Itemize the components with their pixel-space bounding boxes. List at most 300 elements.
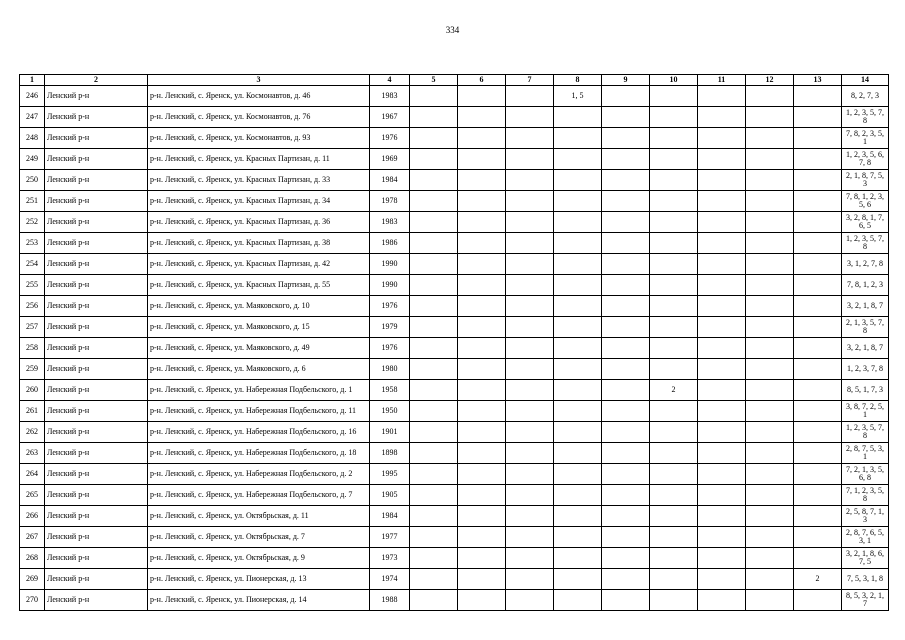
table-cell-col-8 xyxy=(554,128,602,149)
table-cell-col-13 xyxy=(794,170,842,191)
table-cell-col-6 xyxy=(458,170,506,191)
table-cell-col-13 xyxy=(794,359,842,380)
table-cell-col-7 xyxy=(506,485,554,506)
table-cell-col-14: 2, 1, 8, 7, 5, 3 xyxy=(842,170,889,191)
table-cell-col-6 xyxy=(458,359,506,380)
column-header-13: 13 xyxy=(794,75,842,86)
table-cell-col-11 xyxy=(698,254,746,275)
table-cell-col-2: Ленский р-н xyxy=(45,254,148,275)
table-cell-col-12 xyxy=(746,422,794,443)
table-row xyxy=(20,254,889,275)
table-cell-col-6 xyxy=(458,527,506,548)
table-cell-col-4: 1976 xyxy=(370,338,410,359)
table-cell-col-10 xyxy=(650,212,698,233)
table-cell-col-6 xyxy=(458,506,506,527)
table-cell-col-8 xyxy=(554,107,602,128)
table-cell-col-10 xyxy=(650,275,698,296)
table-cell-col-7 xyxy=(506,191,554,212)
table-cell-col-1: 264 xyxy=(20,464,45,485)
column-header-4: 4 xyxy=(370,75,410,86)
table-cell-col-4: 1979 xyxy=(370,317,410,338)
table-cell-col-7 xyxy=(506,422,554,443)
table-cell-col-4: 1905 xyxy=(370,485,410,506)
table-cell-col-13 xyxy=(794,506,842,527)
table-cell-col-6 xyxy=(458,107,506,128)
table-cell-col-14: 2, 5, 8, 7, 1, 3 xyxy=(842,506,889,527)
table-cell-col-9 xyxy=(602,275,650,296)
table-cell-col-14: 3, 2, 1, 8, 6, 7, 5 xyxy=(842,548,889,569)
table-cell-col-10 xyxy=(650,128,698,149)
table-cell-col-13 xyxy=(794,422,842,443)
table-cell-col-11 xyxy=(698,401,746,422)
table-cell-col-5 xyxy=(410,380,458,401)
table-cell-col-6 xyxy=(458,548,506,569)
table-cell-col-9 xyxy=(602,170,650,191)
table-cell-col-4: 1973 xyxy=(370,548,410,569)
table-cell-col-11 xyxy=(698,86,746,107)
table-cell-col-1: 251 xyxy=(20,191,45,212)
table-cell-col-9 xyxy=(602,86,650,107)
table-cell-col-13 xyxy=(794,191,842,212)
table-cell-col-11 xyxy=(698,569,746,590)
table-cell-col-12 xyxy=(746,548,794,569)
table-cell-col-9 xyxy=(602,590,650,611)
table-cell-col-14: 7, 1, 2, 3, 5, 8 xyxy=(842,485,889,506)
table-cell-col-10 xyxy=(650,296,698,317)
table-cell-col-9 xyxy=(602,254,650,275)
table-cell-col-6 xyxy=(458,422,506,443)
table-cell-col-5 xyxy=(410,590,458,611)
table-cell-col-7 xyxy=(506,212,554,233)
table-cell-col-5 xyxy=(410,506,458,527)
table-cell-col-11 xyxy=(698,359,746,380)
table-cell-col-3: р-н. Ленский, с. Яренск, ул. Набережная Подбельского, д. 7 xyxy=(148,485,370,506)
table-cell-col-8 xyxy=(554,359,602,380)
table-cell-col-13 xyxy=(794,254,842,275)
table-cell-col-14: 1, 2, 3, 5, 7, 8 xyxy=(842,107,889,128)
table-cell-col-2: Ленский р-н xyxy=(45,128,148,149)
table-cell-col-1: 249 xyxy=(20,149,45,170)
table-cell-col-8 xyxy=(554,464,602,485)
table-cell-col-7 xyxy=(506,359,554,380)
table-cell-col-2: Ленский р-н xyxy=(45,506,148,527)
table-row xyxy=(20,380,889,401)
table-row xyxy=(20,359,889,380)
table-cell-col-10 xyxy=(650,86,698,107)
column-header-8: 8 xyxy=(554,75,602,86)
table-row xyxy=(20,464,889,485)
table-cell-col-5 xyxy=(410,401,458,422)
table-cell-col-12 xyxy=(746,317,794,338)
table-cell-col-12 xyxy=(746,212,794,233)
table-cell-col-12 xyxy=(746,506,794,527)
table-cell-col-2: Ленский р-н xyxy=(45,464,148,485)
table-cell-col-14: 3, 2, 1, 8, 7 xyxy=(842,338,889,359)
table-cell-col-5 xyxy=(410,527,458,548)
table-cell-col-11 xyxy=(698,590,746,611)
table-cell-col-1: 257 xyxy=(20,317,45,338)
table-cell-col-14: 2, 8, 7, 6, 5, 3, 1 xyxy=(842,527,889,548)
table-cell-col-2: Ленский р-н xyxy=(45,233,148,254)
table-cell-col-1: 256 xyxy=(20,296,45,317)
table-cell-col-3: р-н. Ленский, с. Яренск, ул. Космонавтов, д. 93 xyxy=(148,128,370,149)
table-cell-col-9 xyxy=(602,359,650,380)
table-cell-col-3: р-н. Ленский, с. Яренск, ул. Набережная Подбельского, д. 16 xyxy=(148,422,370,443)
table-cell-col-2: Ленский р-н xyxy=(45,317,148,338)
table-cell-col-14: 7, 8, 1, 2, 3, 5, 6 xyxy=(842,191,889,212)
table-cell-col-6 xyxy=(458,569,506,590)
table-cell-col-9 xyxy=(602,569,650,590)
table-cell-col-6 xyxy=(458,380,506,401)
table-cell-col-4: 1976 xyxy=(370,128,410,149)
table-row xyxy=(20,296,889,317)
column-header-9: 9 xyxy=(602,75,650,86)
table-cell-col-8 xyxy=(554,254,602,275)
table-cell-col-11 xyxy=(698,317,746,338)
table-cell-col-9 xyxy=(602,191,650,212)
table-cell-col-13 xyxy=(794,296,842,317)
table-cell-col-11 xyxy=(698,296,746,317)
table-row xyxy=(20,485,889,506)
table-cell-col-9 xyxy=(602,212,650,233)
table-cell-col-5 xyxy=(410,107,458,128)
table-cell-col-8 xyxy=(554,149,602,170)
table-row xyxy=(20,401,889,422)
column-header-6: 6 xyxy=(458,75,506,86)
table-cell-col-8 xyxy=(554,317,602,338)
table-cell-col-14: 3, 8, 7, 2, 5, 1 xyxy=(842,401,889,422)
table-cell-col-3: р-н. Ленский, с. Яренск, ул. Космонавтов, д. 46 xyxy=(148,86,370,107)
table-cell-col-9 xyxy=(602,527,650,548)
table-cell-col-4: 1995 xyxy=(370,464,410,485)
table-cell-col-12 xyxy=(746,191,794,212)
table-cell-col-2: Ленский р-н xyxy=(45,191,148,212)
table-cell-col-14: 3, 1, 2, 7, 8 xyxy=(842,254,889,275)
table-cell-col-13 xyxy=(794,86,842,107)
table-cell-col-10 xyxy=(650,233,698,254)
table-cell-col-12 xyxy=(746,170,794,191)
table-cell-col-5 xyxy=(410,233,458,254)
table-cell-col-10 xyxy=(650,149,698,170)
table-cell-col-9 xyxy=(602,464,650,485)
table-cell-col-8 xyxy=(554,191,602,212)
table-cell-col-10 xyxy=(650,527,698,548)
table-cell-col-13 xyxy=(794,485,842,506)
table-cell-col-4: 1974 xyxy=(370,569,410,590)
table-cell-col-3: р-н. Ленский, с. Яренск, ул. Маяковского, д. 6 xyxy=(148,359,370,380)
table-cell-col-10 xyxy=(650,317,698,338)
table-cell-col-4: 1980 xyxy=(370,359,410,380)
table-cell-col-4: 1976 xyxy=(370,296,410,317)
table-cell-col-3: р-н. Ленский, с. Яренск, ул. Красных Партизан, д. 11 xyxy=(148,149,370,170)
table-cell-col-6 xyxy=(458,401,506,422)
table-cell-col-11 xyxy=(698,149,746,170)
table-cell-col-2: Ленский р-н xyxy=(45,338,148,359)
table-cell-col-6 xyxy=(458,149,506,170)
table-cell-col-5 xyxy=(410,485,458,506)
table-cell-col-4: 1984 xyxy=(370,170,410,191)
table-cell-col-6 xyxy=(458,212,506,233)
table-cell-col-12 xyxy=(746,296,794,317)
table-cell-col-4: 1950 xyxy=(370,401,410,422)
table-cell-col-9 xyxy=(602,548,650,569)
table-cell-col-8 xyxy=(554,275,602,296)
table-cell-col-6 xyxy=(458,296,506,317)
table-cell-col-7 xyxy=(506,107,554,128)
table-cell-col-6 xyxy=(458,317,506,338)
table-cell-col-8 xyxy=(554,296,602,317)
table-cell-col-14: 8, 5, 1, 7, 3 xyxy=(842,380,889,401)
table-cell-col-1: 269 xyxy=(20,569,45,590)
housing-table xyxy=(19,74,889,611)
table-cell-col-7 xyxy=(506,128,554,149)
table-cell-col-4: 1958 xyxy=(370,380,410,401)
table-cell-col-10: 2 xyxy=(650,380,698,401)
table-cell-col-11 xyxy=(698,422,746,443)
table-cell-col-11 xyxy=(698,443,746,464)
table-cell-col-12 xyxy=(746,275,794,296)
table-cell-col-7 xyxy=(506,506,554,527)
table-cell-col-12 xyxy=(746,527,794,548)
table-row xyxy=(20,107,889,128)
table-cell-col-1: 266 xyxy=(20,506,45,527)
table-cell-col-8: 1, 5 xyxy=(554,86,602,107)
table-cell-col-2: Ленский р-н xyxy=(45,569,148,590)
table-row xyxy=(20,590,889,611)
page-number: 334 xyxy=(445,25,460,35)
table-cell-col-12 xyxy=(746,359,794,380)
table-cell-col-13 xyxy=(794,338,842,359)
table-cell-col-7 xyxy=(506,275,554,296)
table-row xyxy=(20,317,889,338)
table-cell-col-9 xyxy=(602,422,650,443)
table-cell-col-14: 1, 2, 3, 5, 7, 8 xyxy=(842,422,889,443)
table-cell-col-12 xyxy=(746,233,794,254)
table-cell-col-9 xyxy=(602,338,650,359)
table-cell-col-4: 1969 xyxy=(370,149,410,170)
table-cell-col-12 xyxy=(746,485,794,506)
table-row xyxy=(20,191,889,212)
table-cell-col-5 xyxy=(410,569,458,590)
table-cell-col-12 xyxy=(746,107,794,128)
table-cell-col-3: р-н. Ленский, с. Яренск, ул. Октябрьская, д. 7 xyxy=(148,527,370,548)
table-cell-col-13: 2 xyxy=(794,569,842,590)
table-cell-col-6 xyxy=(458,128,506,149)
table-cell-col-11 xyxy=(698,548,746,569)
table-cell-col-4: 1983 xyxy=(370,212,410,233)
table-cell-col-8 xyxy=(554,548,602,569)
table-cell-col-8 xyxy=(554,485,602,506)
table-cell-col-3: р-н. Ленский, с. Яренск, ул. Пионерская, д. 14 xyxy=(148,590,370,611)
table-cell-col-10 xyxy=(650,464,698,485)
table-cell-col-13 xyxy=(794,443,842,464)
table-cell-col-9 xyxy=(602,317,650,338)
table-cell-col-10 xyxy=(650,170,698,191)
table-cell-col-1: 250 xyxy=(20,170,45,191)
table-cell-col-6 xyxy=(458,191,506,212)
table-cell-col-13 xyxy=(794,275,842,296)
table-cell-col-5 xyxy=(410,317,458,338)
table-cell-col-12 xyxy=(746,86,794,107)
table-cell-col-14: 7, 8, 2, 3, 5, 1 xyxy=(842,128,889,149)
table-cell-col-11 xyxy=(698,128,746,149)
table-cell-col-9 xyxy=(602,401,650,422)
table-cell-col-12 xyxy=(746,443,794,464)
table-cell-col-9 xyxy=(602,443,650,464)
table-cell-col-1: 254 xyxy=(20,254,45,275)
table-cell-col-11 xyxy=(698,506,746,527)
table-cell-col-7 xyxy=(506,401,554,422)
table-cell-col-9 xyxy=(602,107,650,128)
table-cell-col-7 xyxy=(506,569,554,590)
table-cell-col-2: Ленский р-н xyxy=(45,590,148,611)
table-cell-col-14: 7, 8, 1, 2, 3 xyxy=(842,275,889,296)
table-cell-col-11 xyxy=(698,191,746,212)
table-cell-col-1: 252 xyxy=(20,212,45,233)
table-cell-col-3: р-н. Ленский, с. Яренск, ул. Красных Партизан, д. 55 xyxy=(148,275,370,296)
column-header-7: 7 xyxy=(506,75,554,86)
table-cell-col-13 xyxy=(794,590,842,611)
table-row xyxy=(20,569,889,590)
table-row xyxy=(20,212,889,233)
table-cell-col-5 xyxy=(410,170,458,191)
table-cell-col-10 xyxy=(650,338,698,359)
table-cell-col-3: р-н. Ленский, с. Яренск, ул. Красных Партизан, д. 33 xyxy=(148,170,370,191)
table-cell-col-7 xyxy=(506,443,554,464)
table-cell-col-2: Ленский р-н xyxy=(45,401,148,422)
table-row xyxy=(20,527,889,548)
table-cell-col-1: 260 xyxy=(20,380,45,401)
table-cell-col-10 xyxy=(650,590,698,611)
table-cell-col-3: р-н. Ленский, с. Яренск, ул. Маяковского, д. 15 xyxy=(148,317,370,338)
table-cell-col-14: 7, 5, 3, 1, 8 xyxy=(842,569,889,590)
table-cell-col-5 xyxy=(410,275,458,296)
table-cell-col-1: 258 xyxy=(20,338,45,359)
table-cell-col-13 xyxy=(794,233,842,254)
column-header-10: 10 xyxy=(650,75,698,86)
table-cell-col-5 xyxy=(410,464,458,485)
table-cell-col-9 xyxy=(602,485,650,506)
table-cell-col-3: р-н. Ленский, с. Яренск, ул. Маяковского, д. 49 xyxy=(148,338,370,359)
table-row xyxy=(20,338,889,359)
table-cell-col-12 xyxy=(746,590,794,611)
table-cell-col-13 xyxy=(794,464,842,485)
table-row xyxy=(20,443,889,464)
table-cell-col-3: р-н. Ленский, с. Яренск, ул. Красных Партизан, д. 38 xyxy=(148,233,370,254)
table-cell-col-6 xyxy=(458,443,506,464)
table-cell-col-10 xyxy=(650,569,698,590)
table-cell-col-4: 1986 xyxy=(370,233,410,254)
table-cell-col-3: р-н. Ленский, с. Яренск, ул. Октябрьская, д. 11 xyxy=(148,506,370,527)
table-cell-col-2: Ленский р-н xyxy=(45,296,148,317)
table-cell-col-11 xyxy=(698,464,746,485)
table-cell-col-1: 259 xyxy=(20,359,45,380)
table-cell-col-7 xyxy=(506,317,554,338)
table-cell-col-14: 1, 2, 3, 5, 6, 7, 8 xyxy=(842,149,889,170)
table-cell-col-10 xyxy=(650,485,698,506)
table-cell-col-2: Ленский р-н xyxy=(45,359,148,380)
table-cell-col-5 xyxy=(410,86,458,107)
column-header-12: 12 xyxy=(746,75,794,86)
table-cell-col-9 xyxy=(602,128,650,149)
table-cell-col-9 xyxy=(602,380,650,401)
table-cell-col-12 xyxy=(746,401,794,422)
table-cell-col-14: 1, 2, 3, 5, 7, 8 xyxy=(842,233,889,254)
table-cell-col-5 xyxy=(410,149,458,170)
table-cell-col-7 xyxy=(506,527,554,548)
table-cell-col-1: 253 xyxy=(20,233,45,254)
table-row xyxy=(20,275,889,296)
header-row xyxy=(20,75,889,86)
table-cell-col-13 xyxy=(794,149,842,170)
table-cell-col-1: 246 xyxy=(20,86,45,107)
table-cell-col-13 xyxy=(794,527,842,548)
table-cell-col-5 xyxy=(410,296,458,317)
table-cell-col-2: Ленский р-н xyxy=(45,275,148,296)
table-cell-col-8 xyxy=(554,506,602,527)
table-cell-col-7 xyxy=(506,149,554,170)
table-cell-col-3: р-н. Ленский, с. Яренск, ул. Красных Партизан, д. 34 xyxy=(148,191,370,212)
table-cell-col-5 xyxy=(410,128,458,149)
table-cell-col-6 xyxy=(458,233,506,254)
table-cell-col-14: 1, 2, 3, 7, 8 xyxy=(842,359,889,380)
table-cell-col-7 xyxy=(506,338,554,359)
table-row xyxy=(20,233,889,254)
table-cell-col-8 xyxy=(554,527,602,548)
table-cell-col-1: 261 xyxy=(20,401,45,422)
table-cell-col-11 xyxy=(698,233,746,254)
table-cell-col-3: р-н. Ленский, с. Яренск, ул. Октябрьская, д. 9 xyxy=(148,548,370,569)
table-cell-col-12 xyxy=(746,338,794,359)
table-cell-col-9 xyxy=(602,296,650,317)
table-row xyxy=(20,548,889,569)
table-row xyxy=(20,506,889,527)
table-cell-col-7 xyxy=(506,590,554,611)
table-cell-col-4: 1978 xyxy=(370,191,410,212)
table-cell-col-2: Ленский р-н xyxy=(45,443,148,464)
table-cell-col-9 xyxy=(602,506,650,527)
table-cell-col-12 xyxy=(746,128,794,149)
table-cell-col-8 xyxy=(554,380,602,401)
table-row xyxy=(20,86,889,107)
table-cell-col-12 xyxy=(746,380,794,401)
table-cell-col-2: Ленский р-н xyxy=(45,380,148,401)
table-cell-col-2: Ленский р-н xyxy=(45,107,148,128)
table-cell-col-8 xyxy=(554,590,602,611)
table-cell-col-9 xyxy=(602,149,650,170)
table-cell-col-10 xyxy=(650,401,698,422)
table-cell-col-8 xyxy=(554,569,602,590)
table-cell-col-11 xyxy=(698,170,746,191)
column-header-11: 11 xyxy=(698,75,746,86)
column-header-5: 5 xyxy=(410,75,458,86)
table-cell-col-2: Ленский р-н xyxy=(45,86,148,107)
table-cell-col-14: 2, 1, 3, 5, 7, 8 xyxy=(842,317,889,338)
table-cell-col-8 xyxy=(554,401,602,422)
table-cell-col-3: р-н. Ленский, с. Яренск, ул. Красных Партизан, д. 36 xyxy=(148,212,370,233)
table-cell-col-7 xyxy=(506,170,554,191)
table-cell-col-12 xyxy=(746,464,794,485)
table-cell-col-1: 268 xyxy=(20,548,45,569)
table-cell-col-10 xyxy=(650,254,698,275)
table-cell-col-6 xyxy=(458,485,506,506)
table-cell-col-11 xyxy=(698,212,746,233)
table-cell-col-10 xyxy=(650,359,698,380)
table-cell-col-5 xyxy=(410,359,458,380)
table-cell-col-4: 1990 xyxy=(370,275,410,296)
table-cell-col-5 xyxy=(410,338,458,359)
table-cell-col-2: Ленский р-н xyxy=(45,212,148,233)
